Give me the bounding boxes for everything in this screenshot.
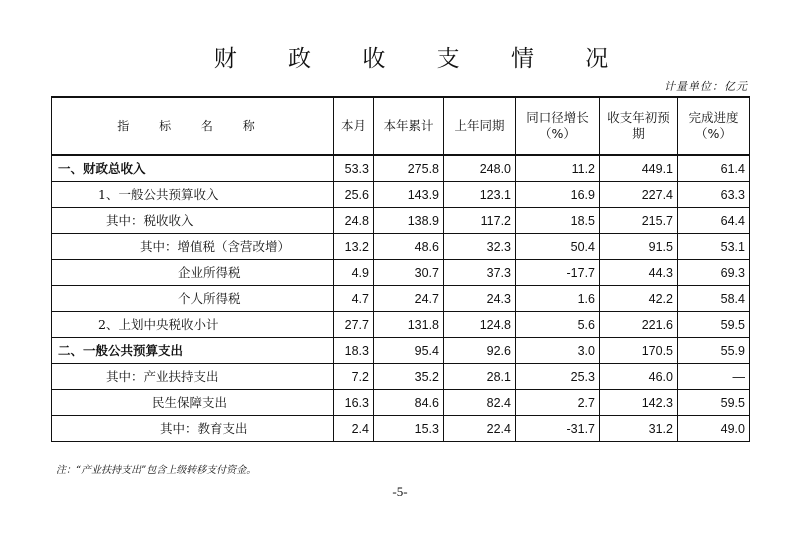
cell-growth: 2.7 [516,390,600,416]
row-label: 其中：增值税（含营改增） [52,234,334,260]
cell-budget: 449.1 [600,155,678,182]
cell-progress: 53.1 [678,234,750,260]
cell-month: 13.2 [334,234,374,260]
cell-ytd: 131.8 [374,312,444,338]
cell-budget: 170.5 [600,338,678,364]
header-prev-year: 上年同期 [444,97,516,155]
row-label: 企业所得税 [52,260,334,286]
cell-prev-year: 117.2 [444,208,516,234]
row-label: 其中：产业扶持支出 [52,364,334,390]
table-row [52,364,750,390]
table-row [52,312,750,338]
cell-progress: 59.5 [678,390,750,416]
cell-month: 18.3 [334,338,374,364]
cell-budget: 215.7 [600,208,678,234]
cell-progress: — [678,364,750,390]
cell-progress: 55.9 [678,338,750,364]
cell-ytd: 275.8 [374,155,444,182]
cell-growth: -17.7 [516,260,600,286]
row-label: 其中：教育支出 [52,416,334,442]
cell-ytd: 95.4 [374,338,444,364]
cell-month: 4.9 [334,260,374,286]
cell-prev-year: 82.4 [444,390,516,416]
cell-growth: -31.7 [516,416,600,442]
cell-ytd: 24.7 [374,286,444,312]
cell-budget: 44.3 [600,260,678,286]
cell-ytd: 138.9 [374,208,444,234]
row-label: 民生保障支出 [52,390,334,416]
cell-growth: 5.6 [516,312,600,338]
header-indicator: 指 标 名 称 [52,97,334,155]
unit-label: 计量单位：亿元 [664,80,748,93]
cell-budget: 46.0 [600,364,678,390]
cell-month: 25.6 [334,182,374,208]
cell-month: 27.7 [334,312,374,338]
cell-ytd: 143.9 [374,182,444,208]
table-header-row [52,97,750,155]
cell-progress: 61.4 [678,155,750,182]
cell-ytd: 35.2 [374,364,444,390]
cell-budget: 142.3 [600,390,678,416]
cell-budget: 31.2 [600,416,678,442]
cell-progress: 63.3 [678,182,750,208]
cell-growth: 11.2 [516,155,600,182]
cell-prev-year: 37.3 [444,260,516,286]
header-month: 本月 [334,97,374,155]
row-label: 二、一般公共预算支出 [52,338,334,364]
header-ytd: 本年累计 [374,97,444,155]
row-label: 2、上划中央税收小计 [52,312,334,338]
cell-ytd: 48.6 [374,234,444,260]
cell-month: 2.4 [334,416,374,442]
cell-month: 16.3 [334,390,374,416]
table-row [52,155,750,182]
cell-growth: 1.6 [516,286,600,312]
table-row [52,208,750,234]
cell-month: 7.2 [334,364,374,390]
cell-progress: 58.4 [678,286,750,312]
cell-budget: 227.4 [600,182,678,208]
cell-ytd: 15.3 [374,416,444,442]
cell-ytd: 84.6 [374,390,444,416]
cell-progress: 59.5 [678,312,750,338]
cell-prev-year: 32.3 [444,234,516,260]
row-label: 个人所得税 [52,286,334,312]
cell-ytd: 30.7 [374,260,444,286]
cell-prev-year: 92.6 [444,338,516,364]
header-progress: 完成进度（%） [678,97,750,155]
cell-growth: 18.5 [516,208,600,234]
cell-month: 53.3 [334,155,374,182]
cell-budget: 221.6 [600,312,678,338]
header-budget: 收支年初预期 [600,97,678,155]
row-label: 一、财政总收入 [52,155,334,182]
cell-prev-year: 124.8 [444,312,516,338]
cell-growth: 25.3 [516,364,600,390]
table-row [52,286,750,312]
row-label: 1、一般公共预算收入 [52,182,334,208]
footnote: 注：“产业扶持支出”包含上级转移支付资金。 [56,465,257,476]
table-row [52,234,750,260]
page-number: -5- [392,484,408,499]
cell-prev-year: 123.1 [444,182,516,208]
cell-month: 24.8 [334,208,374,234]
cell-growth: 16.9 [516,182,600,208]
cell-growth: 3.0 [516,338,600,364]
finance-table [51,96,750,442]
row-label: 其中：税收收入 [52,208,334,234]
cell-growth: 50.4 [516,234,600,260]
cell-progress: 49.0 [678,416,750,442]
cell-progress: 64.4 [678,208,750,234]
cell-prev-year: 24.3 [444,286,516,312]
page-title: 财 政 收 支 情 况 [213,46,631,72]
cell-budget: 91.5 [600,234,678,260]
table-row [52,338,750,364]
header-growth: 同口径增长（%） [516,97,600,155]
cell-prev-year: 28.1 [444,364,516,390]
table-row [52,182,750,208]
cell-prev-year: 248.0 [444,155,516,182]
table-row [52,390,750,416]
cell-prev-year: 22.4 [444,416,516,442]
cell-budget: 42.2 [600,286,678,312]
cell-progress: 69.3 [678,260,750,286]
cell-month: 4.7 [334,286,374,312]
table-row [52,416,750,442]
table-row [52,260,750,286]
